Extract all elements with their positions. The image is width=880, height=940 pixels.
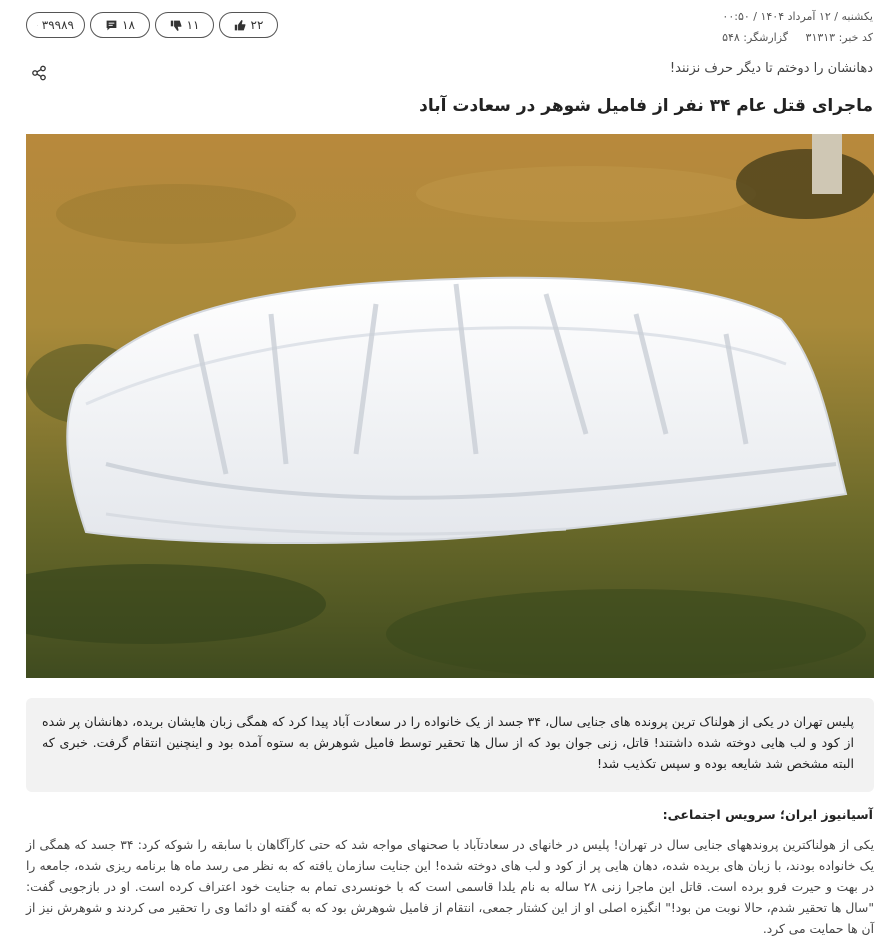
article-stats	[26, 12, 278, 38]
article-body: یکی از هولناکترین پروندههای جنایی سال در تهران! پلیس در خانهای در سعادتآباد با صحنهای مواجه شد که حتی کارآگاهان با سابقه را شوکه کرد: ۳۴ جسد که همگی از یک خانواده بودند، با زبان های بریده شده، دهان هایی پر از کود و لب های دوخته شده! این جنایت سازمان یافته که به نظر می رسد ماه ها برنامه ریزی شده، جامعه را در بهت و حیرت فرو برده است. قاتل این ماجرا زنی ۲۸ ساله به نام یلدا قاسمی است که با خونسردی تمام به جنایت خود اعتراف کرده است. او در بازجویی گفت: "سال ها تحقیر شدم، حالا نوبت من بود!" انگیزه اصلی او از این کشتار جمعی، انتقام از فامیل شوهرش بود که به گفته او دائما وی را تحقیر می کردند و شوهرش نیز از آن ها حمایت می کرد.	[26, 835, 874, 940]
likes-count: ۲۲	[251, 18, 264, 32]
publish-date: یکشنبه / ۱۲ آمرداد ۱۴۰۴ / ۰۰:۵۰	[722, 6, 873, 27]
dislikes-count: ۱۱	[187, 18, 200, 32]
views-count: ۳۹۹۸۹	[42, 18, 74, 32]
article-meta	[722, 6, 873, 48]
meta-row	[722, 27, 873, 48]
like-button[interactable]	[219, 12, 278, 38]
views-counter	[26, 12, 85, 38]
article-summary: پلیس تهران در یکی از هولناک ترین پرونده های جنایی سال، ۳۴ جسد از یک خانواده را در سعادت آباد پیدا کرد که همگی زبان هایشان بریده، دهانشان پر شده از کود و لب هایی دوخته شده داشتند! قاتل، زنی جوان بود که از سال ها تحقیر توسط فامیل شوهرش به ستوه آمده بود و اینچنین انتقام گرفت. خبری که البته مشخص شد شایعه بوده و سپس تکذیب شد!	[26, 698, 874, 792]
thumbs-down-icon	[170, 19, 183, 32]
comments-button[interactable]	[90, 12, 150, 38]
comment-icon	[105, 19, 118, 32]
dislike-button[interactable]	[155, 12, 214, 38]
reporter-id: گزارشگر: ۵۴۸	[722, 31, 788, 44]
article-lead-title: دهانشان را دوختم تا دیگر حرف نزنند!	[670, 61, 873, 76]
share-icon[interactable]	[31, 65, 47, 81]
article-source: آسیانیوز ایران؛ سرویس اجتماعی:	[663, 807, 873, 822]
covered-body-photo	[26, 134, 874, 678]
article-image	[26, 134, 874, 678]
news-code: کد خبر: ۳۱۳۱۳	[806, 31, 873, 44]
article-headline: ماجرای قتل عام ۳۴ نفر از فامیل شوهر در سعادت آباد	[419, 96, 873, 116]
thumbs-up-icon	[234, 19, 247, 32]
eye-icon	[37, 19, 38, 32]
comments-count: ۱۸	[122, 18, 135, 32]
